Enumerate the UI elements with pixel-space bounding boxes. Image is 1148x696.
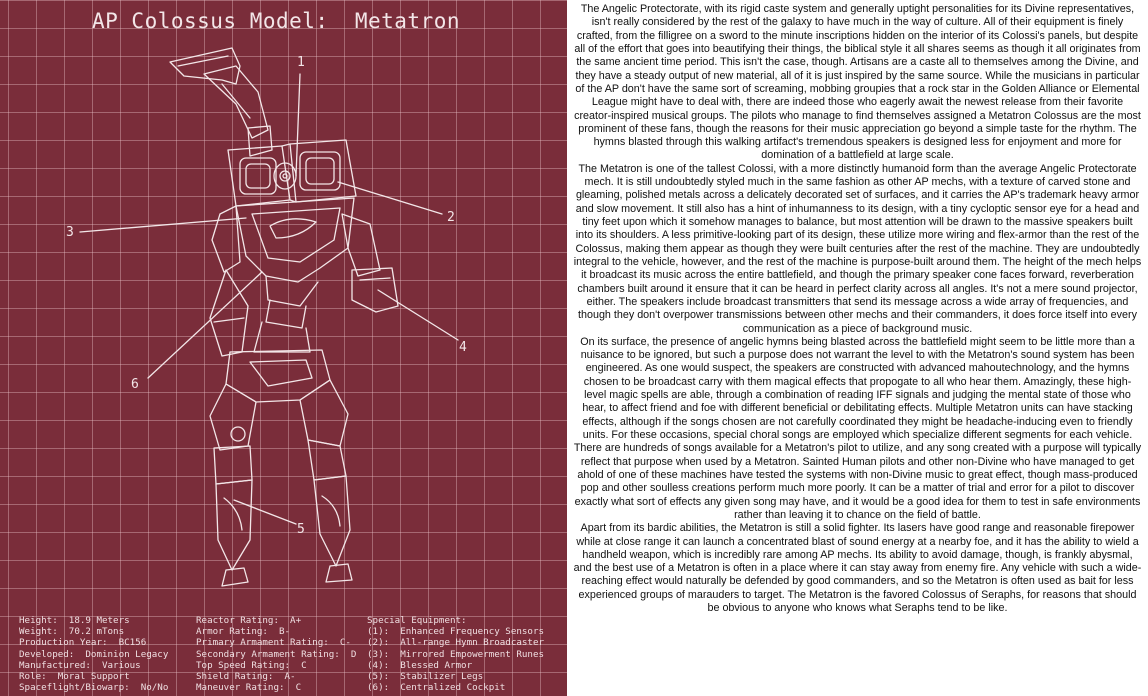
stat-secondary-armament: Secondary Armament Rating: D	[196, 648, 357, 660]
right-leg	[300, 380, 352, 582]
left-leg	[210, 384, 256, 586]
lore-paragraph-combat: Apart from its bardic abilities, the Metatron is still a solid fighter. Its lasers have good range and reasonable firepower while at close range it can launch a concentrated blast of sound energy at a nearby foe, and it has the ability to wield a handheld weapon, which is incredibly rare among AP mechs. Its ability to avoid damage, though, is frankly abysmal, and the best use of a Metatron is often in a place where it can stay away from enemy fire. Any vehicle with such a wide-reaching effect would naturally be defended by good commanders, and so the Metatron is often used as bait for less experienced groups of marauders to target. The Metatron is the favored Colossus of Seraphs, for reasons that should be obvious to anyone who knows what Seraphs tend to be like.	[573, 522, 1142, 615]
pelvis	[226, 350, 330, 402]
stat-primary-armament: Primary Armament Rating: C-	[196, 637, 351, 649]
lore-paragraph-culture: The Angelic Protectorate, with its rigid caste system and generally uptight personalities for its Divine representatives, isn't really considered by the rest of the galaxy to have much in the way of culture. All of their equipment is finely crafted, from the filligree on a sword to the minute inscriptions hidden on the interior of its Colossi's panels, but despite all of the effort that goes into beautifying their things, the biblical style it all shares seems as though it all originates from the same ancient time period. This isn't the case, though. Artisans are a caste all to themselves among the Divine, and they have a steady output of new material, all of it is just inspired by the same source. While the musicians in particular of the AP don't have the same sort of screaming, mobbing groupies that a rock star in the Golden Alliance or Elemental League might have to deal with, there are indeed those who eagerly await the newest release from their favorite creator-inspired musical groups. The pilots who manage to find themselves assigned a Metatron Colossus are the most prominent of these fans, though the reasons for their music appreciation go beyond a simple taste for the rhythm. The hymns blasted through this walking artifact's tremendous speakers is designed less for enjoyment and more for domination of a battlefield at large scale.	[574, 3, 1141, 162]
raised-arm	[170, 48, 272, 156]
stat-role: Role: Moral Support	[19, 671, 130, 683]
stat-reactor-rating: Reactor Rating: A+	[196, 615, 302, 626]
stat-developed: Developed: Dominion Legacy	[19, 648, 169, 660]
stat-armor-rating: Armor Rating: B-	[196, 626, 291, 638]
equipment-item: (1): Enhanced Frequency Sensors	[367, 626, 545, 638]
lore-text-panel	[567, 0, 1148, 696]
stat-production-year: Production Year: BC156	[19, 637, 147, 649]
stat-weight: Weight: 70.2 mTons	[19, 626, 125, 638]
callout-lines	[80, 74, 458, 524]
equipment-item: (6): Centralized Cockpit	[367, 682, 506, 694]
stat-shield-rating: Shield Rating: A-	[196, 671, 296, 683]
callout-5: 5	[297, 522, 305, 537]
lore-paragraph-hymns: On its surface, the presence of angelic hymns being blasted across the battlefield might seem to be little more than a nuisance to be ignored, but such a purpose does not warrant the level to with the Metatron's sound system has been engineered. As one would suspect, the speakers are constructed with advanced mahoutechnology, and the hymns chosen to be broadcast carry with them magical effects that propogate to all who hear them. Amazingly, these high-level magic spells are able, through a combination of reading IFF signals and judging the mental state of those who hear, to affect friend and foe with different beneficial or debilitating effects. Multiple Metatron units can have stacking effects, although if the songs chosen are not carefully coordinated they might be headache-inducing even to friendly units. For these occasions, special choral songs are employed which specialize different segments for each vehicle. There are hundreds of songs available for a Metatron's pilot to utilize, and any song created with a purpose will typically reflect that purpose when used by a Metatron. Sainted Human pilots and other non-Divine who have managed to get ahold of one of these machines have tested the systems with non-Divine music to great effect, though mass-produced pop and other soulless creations perform much more poorly. It can be a matter of trial and error for a pilot to discover exactly what sort of effects any given song may have, and it would be a good idea for them to test in safe environments rather than leaving it to chance on the field of battle.	[573, 335, 1142, 521]
blueprint-panel	[0, 0, 567, 696]
stat-height: Height: 18.9 Meters	[19, 615, 130, 626]
stat-maneuver-rating: Maneuver Rating: C	[196, 682, 302, 694]
blueprint-title: AP Colossus Model: Metatron	[92, 9, 461, 33]
special-equipment-heading: Special Equipment:	[367, 615, 467, 626]
callout-6: 6	[131, 377, 139, 392]
mech-schematic	[0, 0, 567, 696]
equipment-item: (2): All-range Hymn Broadcaster	[367, 637, 545, 649]
callout-1: 1	[297, 55, 305, 70]
equipment-item: (4): Blessed Armor	[367, 659, 473, 671]
equipment-item: (5): Stabilizer Legs	[367, 671, 484, 683]
stat-manufactured: Manufactured: Various	[19, 659, 141, 671]
callout-2: 2	[447, 210, 455, 225]
stat-top-speed: Top Speed Rating: C	[196, 659, 307, 671]
stats-special-equipment	[367, 615, 544, 693]
callout-4: 4	[459, 340, 467, 355]
equipment-item: (3): Mirrored Empowerment Runes	[367, 648, 545, 660]
lore-paragraph-design: The Metatron is one of the tallest Colossi, with a more distinctly humanoid form than the average Angelic Protectorate mech. It is still undoubtedly styled much in the same fashion as other AP mechs, with a texture of carved stone and gleaming, polished metals across a delicately decorated set of surfaces, and it carries the AP's trademark heavy armor and slow movement. It still also has a hint of inhumanness to its design, with a tiny cycloptic sensor eye for a head and tiny feet upon which it somehow manages to balance, but most attention will be drawn to the massive speakers built into its shoulders. A less primitive-looking part of its design, these utilize more wiring and flex-armor than the rest of the Colossus, making them appear as though they were built centuries after the rest of the machine. They are undoubtedly integral to the vehicle, however, and the rest of the machine is purpose-built around them. The height of the mech helps it broadcast its music across the entire battlefield, and though the primary speaker cone faces forward, reverberation chambers built around it ensure that it can be heard in perfect clarity across all angles. It's not a mere sound projector, either. The speakers include broadcast transmitters that send its message across a wide array of frequencies, and though they don't overpower transmissions between other mechs and their commanders, it does force itself into every communication as a piece of background music.	[573, 162, 1142, 335]
stats-general	[19, 615, 168, 693]
callout-3: 3	[66, 225, 74, 240]
stat-spaceflight: Spaceflight/Biowarp: No/No	[19, 682, 169, 694]
shoulder-speakers	[228, 140, 356, 206]
stats-ratings	[196, 615, 356, 693]
torso	[212, 198, 354, 352]
